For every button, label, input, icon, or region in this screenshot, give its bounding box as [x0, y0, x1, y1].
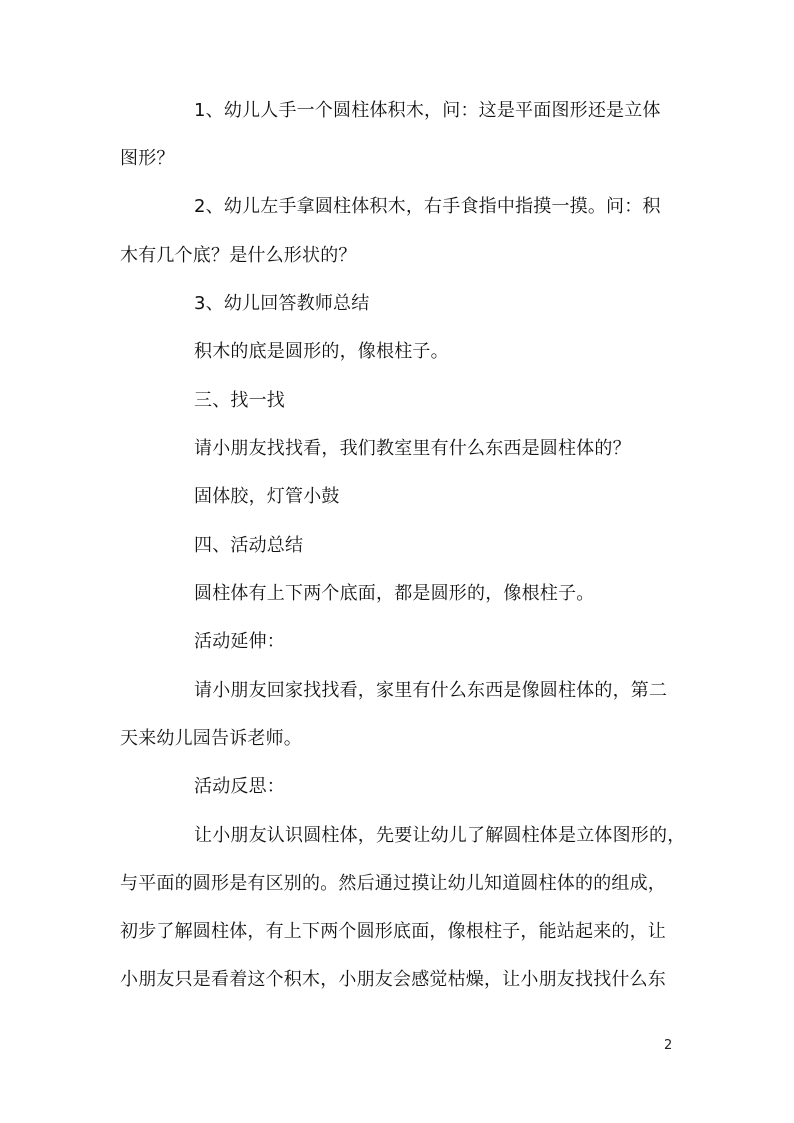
text-line-9: 固体胶，灯管小鼓 — [194, 486, 340, 507]
section-heading-summary: 四、活动总结 — [194, 535, 304, 556]
text-line-18: 初步了解圆柱体，有上下两个圆形底面，像根柱子，能站起来的，让 — [120, 921, 666, 942]
text-line-13: 请小朋友回家找找看，家里有什么东西是像圆柱体的，第二 — [194, 680, 668, 701]
text-line-4: 木有几个底？是什么形状的？ — [120, 245, 357, 266]
page-number: 2 — [664, 1038, 673, 1053]
text-line-3: 2、幼儿左手拿圆柱体积木，右手食指中指摸一摸。问：积 — [194, 196, 661, 217]
text-line-19: 小朋友只是看着这个积木，小朋友会感觉枯燥，让小朋友找找什么东 — [120, 969, 666, 990]
text-line-16: 让小朋友认识圆柱体，先要让幼儿了解圆柱体是立体图形的， — [194, 825, 686, 846]
text-line-1: 1、幼儿人手一个圆柱体积木，问：这是平面图形还是立体 — [194, 100, 661, 121]
text-line-11: 圆柱体有上下两个底面，都是圆形的，像根柱子。 — [194, 583, 595, 604]
text-line-5: 3、幼儿回答教师总结 — [194, 293, 370, 314]
text-line-14: 天来幼儿园告诉老师。 — [120, 728, 302, 749]
text-line-8: 请小朋友找找看，我们教室里有什么东西是圆柱体的？ — [194, 438, 631, 459]
text-line-6: 积木的底是圆形的，像根柱子。 — [194, 341, 449, 362]
text-line-2: 图形？ — [120, 148, 175, 169]
activity-extension-heading: 活动延伸： — [194, 631, 285, 652]
activity-reflection-heading: 活动反思： — [194, 776, 285, 797]
section-heading-find: 三、找一找 — [194, 390, 285, 411]
text-line-17: 与平面的圆形是有区别的。然后通过摸让幼儿知道圆柱体的的组成， — [120, 873, 666, 894]
